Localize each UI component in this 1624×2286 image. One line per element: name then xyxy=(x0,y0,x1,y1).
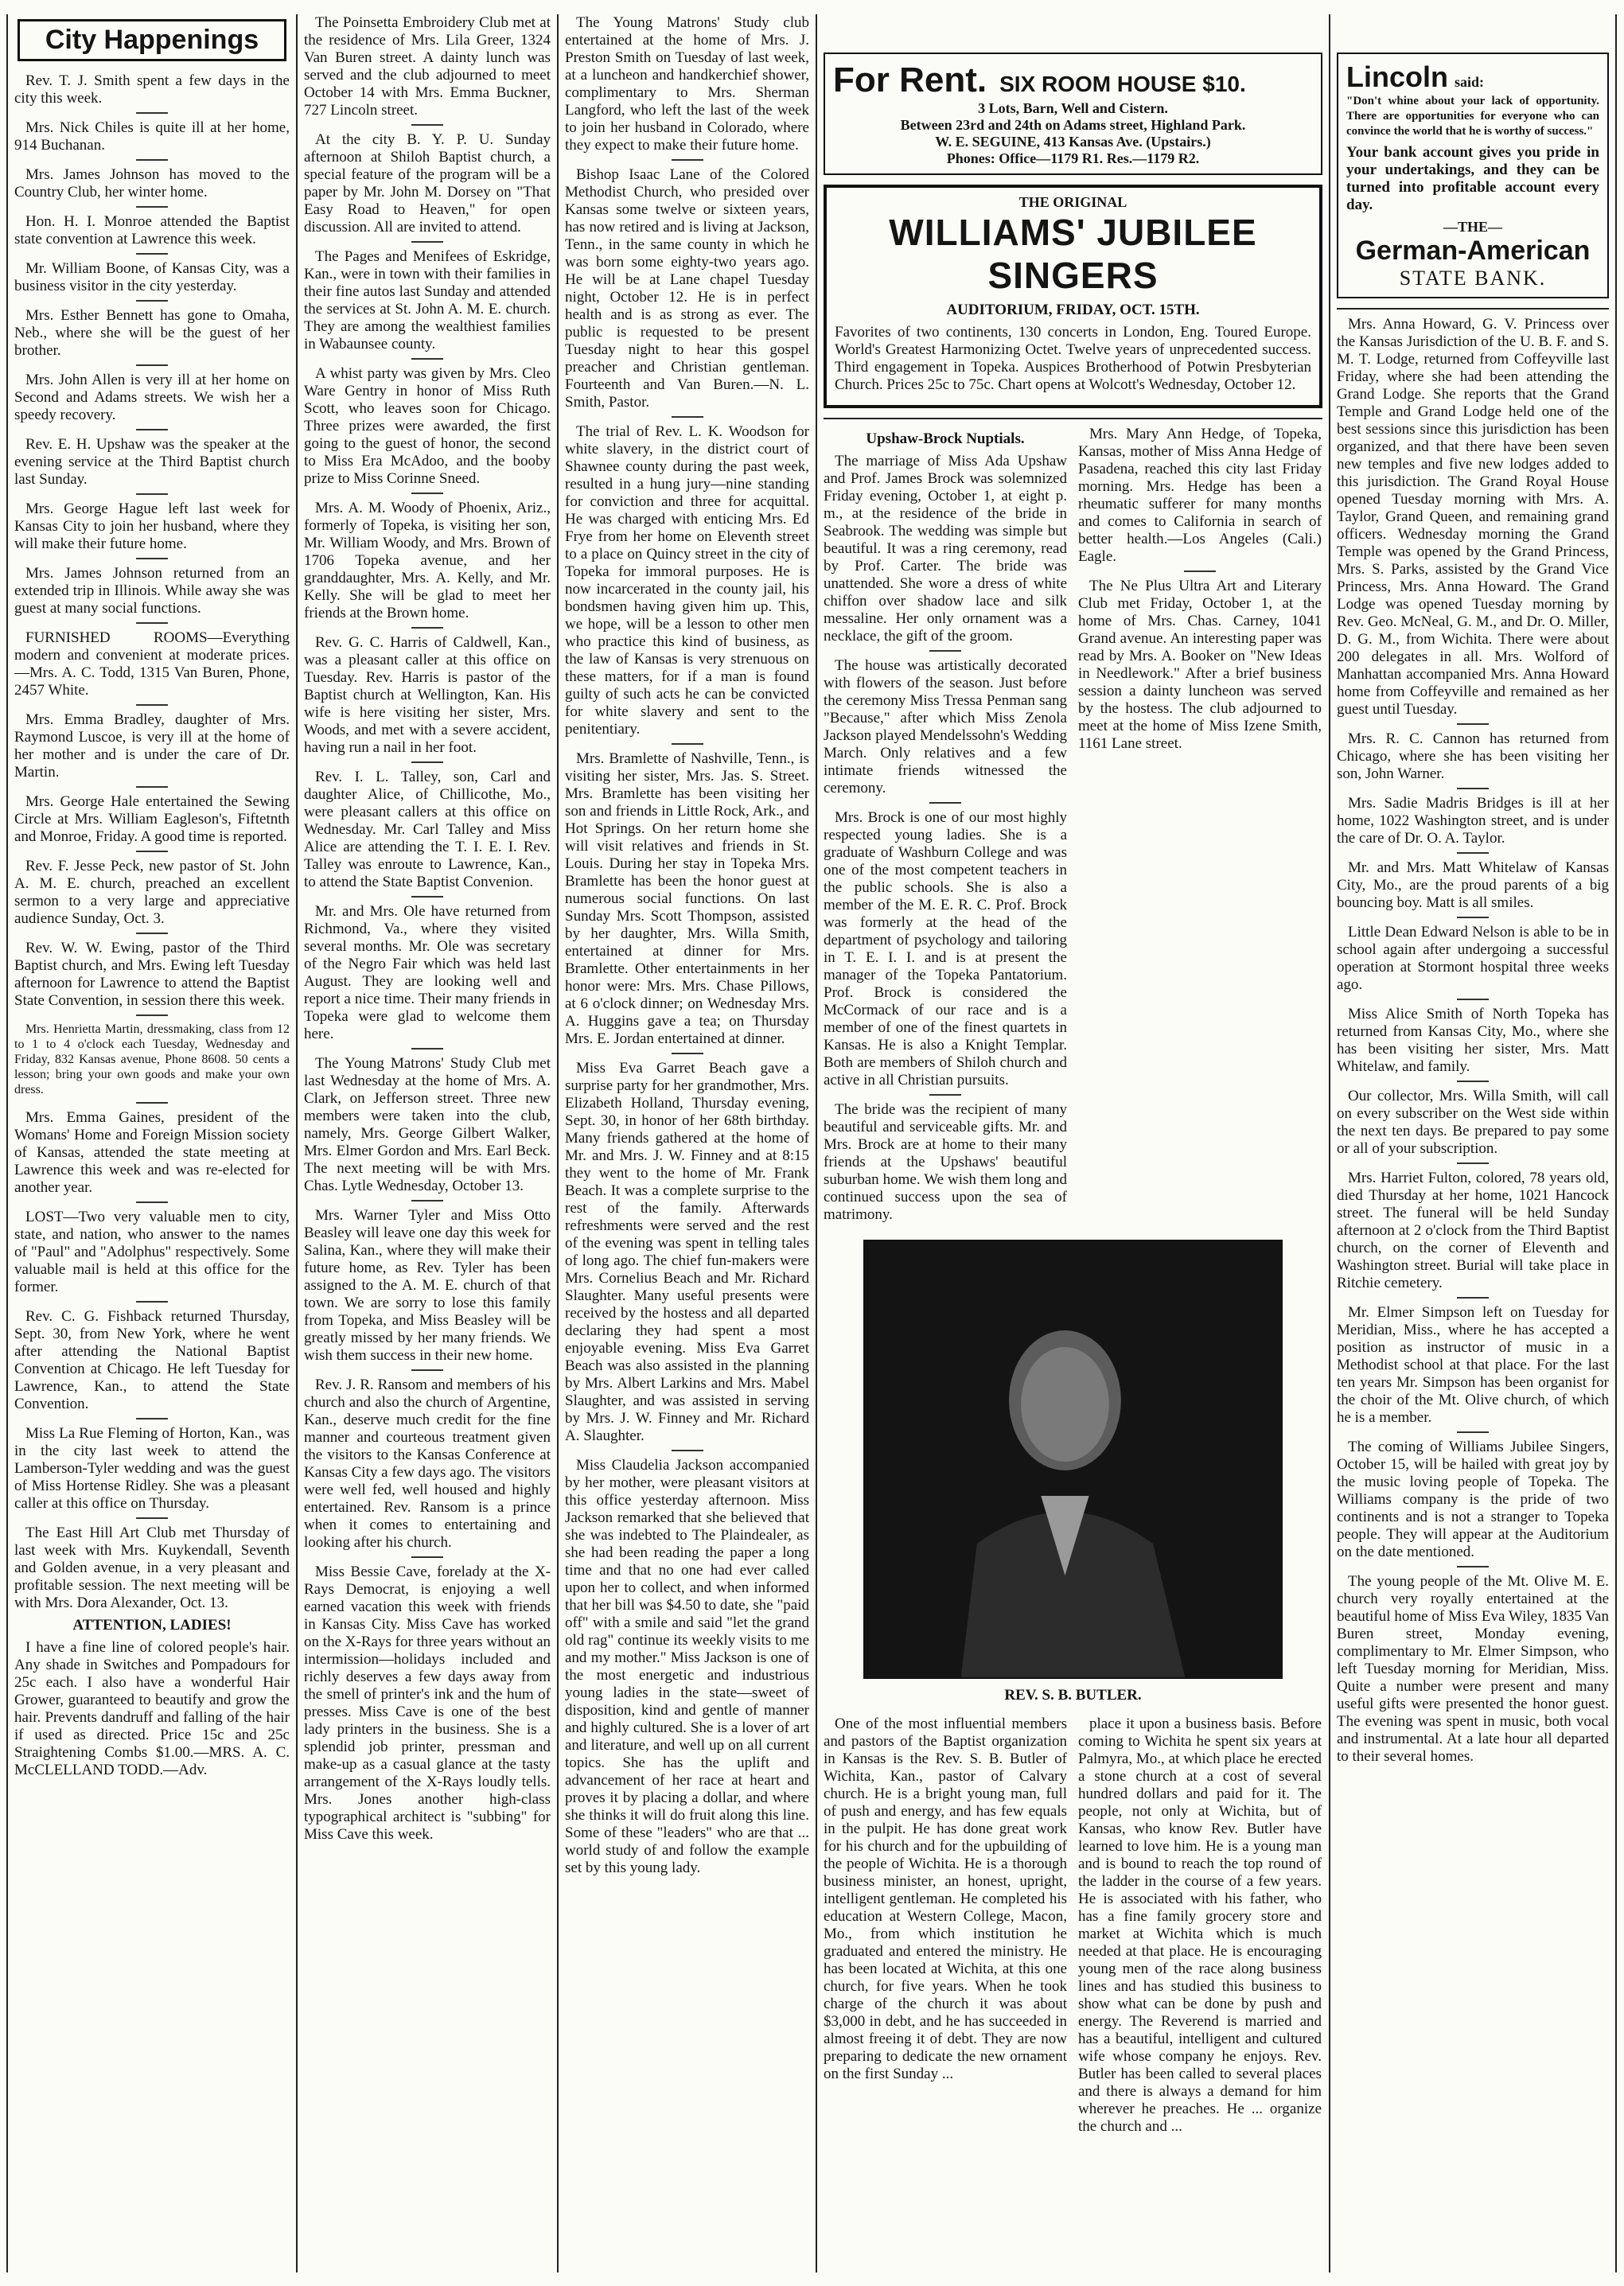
news-item: Little Dean Edward Nelson is able to be in school again after undergoing a successful operation at Stormont hospital three weeks ago. xyxy=(1337,924,1609,993)
item-separator xyxy=(136,364,168,366)
item-separator xyxy=(136,851,168,852)
lincoln-quote: "Don't whine about your lack of opportunity. There are opportunities for everyone who can convince the world that he is worthy of success." xyxy=(1346,95,1599,138)
item-separator xyxy=(136,206,168,208)
news-item: Mrs. Emma Gaines, president of the Womans' Home and Foreign Mission society of Kansas, attended the state meeting at Lawrence this week and was re-elected for another year. xyxy=(14,1109,290,1196)
wedding-column xyxy=(824,426,1067,1229)
rent-line: Phones: Office—1179 R1. Res.—1179 R2. xyxy=(946,150,1200,166)
news-item: Mrs. Brock is one of our most highly respected young ladies. She is a graduate of Washburn College and was one of the most competent teachers in the public schools. She is also a member of the M. E. R. C. Prof. Brock was formerly at the head of the department of psychology and tailoring in T. E. I. I. and is at present the manager of the Topeka Pantatorium. Prof. Brock is considered the McCormack of our race and is a member of one of the finest quartets in Kansas. He is also a Knight Templar. Both are members of Shiloh church and active in all Christian pursuits. xyxy=(824,809,1067,1088)
news-item: Rev. J. R. Ransom and members of his church and also the church of Argentine, Kan., deserve much credit for the fine manner and courteous treatment given the visitors to the Kansas Conference at Kansas City a few days ago. The visitors were well fed, well housed and highly entertained. Rev. Ransom is a prince when it comes to entertaining and looking after his church. xyxy=(304,1377,551,1551)
ad-body: I have a fine line of colored people's hair. Any shade in Switches and Pompadours for 25c each. I also have a wonderful Hair Grower, guaranteed to beautify and grow the hair. Prevents dandruff and falling of the hair if used as directed. Price 15c and 25c Straightening Combs $1.00.—MRS. A. C. McCLELLAND TODD.—Adv. xyxy=(14,1639,290,1778)
news-item: Mrs. Warner Tyler and Miss Otto Beasley will leave one day this week for Salina, Kan., where they will make their future home, as Rev. Tyler has been assigned to the A. M. E. church of that town. We are sorry to lose this family from Topeka, and Miss Beasley will be greatly missed by her many friends. We wish them success in their new home. xyxy=(304,1207,551,1364)
singers-line1: THE ORIGINAL xyxy=(1018,194,1127,210)
news-item: Mrs. Emma Bradley, daughter of Mrs. Raymond Luscoe, is very ill at the home of her mother and is under the care of Dr. Martin. xyxy=(14,711,290,781)
singers-venue: AUDITORIUM, FRIDAY, OCT. 15TH. xyxy=(946,302,1200,318)
news-item: Miss Claudelia Jackson accompanied by her mother, were pleasant visitors at this office yesterday afternoon. Miss Jackson remarked that she believed that she was indebted to The Plaindealer, as she had been reading the paper a long time and that no one had ever called upon her to collect, and when informed that her bill was $4.50 to date, she "paid off" with a smile and said "let the grand old rag" continue its weekly visits to me and my mother." Miss Jackson is one of the most energetic and industrious young ladies in the state—sweet of disposition, kind and gentle of manner and highly cultured. She is a lover of art and literature, and well up on all current topics. She has the uplift and advancement of her race at heart and proves it by placing a dollar, and where she thinks it will do fruit along this line. Some of these "leaders" who are that ... world study of and follow the example set by this young lady. xyxy=(565,1457,809,1876)
item-separator xyxy=(1457,999,1489,1000)
item-separator xyxy=(411,627,443,629)
rent-line: Between 23rd and 24th on Adams street, Highland Park. xyxy=(900,117,1246,133)
news-item: Mr. William Boone, of Kansas City, was a business visitor in the city yesterday. xyxy=(14,260,290,294)
item-separator xyxy=(929,1094,961,1096)
item-separator xyxy=(929,650,961,652)
news-item: Bishop Isaac Lane of the Colored Methodist Church, who presided over Kansas some twelve or sixteen years, has now retired and is living at Jackson, Tenn., in the same county in which he was born some eighty-two years ago. He will be at Lane chapel Tuesday night, October 12. He is in perfect health and is as strong as ever. The public is requested to be present Tuesday night to hear this gospel preacher and Christian gentleman. Fourteenth and Van Buren.—N. L. Smith, Pastor. xyxy=(565,166,809,411)
masthead: City Happenings xyxy=(18,19,286,61)
news-item: Mrs. Bramlette of Nashville, Tenn., is visiting her sister, Mrs. Jas. S. Street. Mrs. Bramlette has been visiting her son and friends in Little Rock, Ark., and Hot Springs. On her return home she will visit relatives and friends in St. Louis. During her stay in Topeka Mrs. Bramlette has been the honor guest at numerous social functions. On last Sunday Mrs. Scott Thompson, assisted by her daughter, Mrs. Willa Smith, entertained at dinner for Mrs. Bramlette. Other entertainments in her honor were: Mrs. Mrs. Chase Pillows, at 6 o'clock dinner; on Wednesday Mrs. A. Huggins gave a tea; on Thursday Mrs. E. Jordan entertained at dinner. xyxy=(565,750,809,1047)
wedding-items xyxy=(824,453,1067,1224)
butler-paragraph: One of the most influential members and pastors of the Baptist organization in Kansas is the Rev. S. B. Butler of Wichita, Kan., pastor of Calvary church. He is a bright young man, full of push and energy, and has few equals in the pulpit. He has done great work for his church and for the upbuilding of the people of Wichita. He is a thorough business minister, an honest, upright, intelligent gentleman. He completed his education at Western College, Macon, Mo., from which institution he graduated and entered the ministry. He has been located at Wichita, at this one church, for five years. When he took charge of the church it was about $3,000 in debt, and he has succeeded in almost freeing it of debt. They are now preparing to dedicate the new ornament on the first Sunday ... xyxy=(824,1715,1067,2082)
item-separator xyxy=(1457,1431,1489,1433)
item-separator xyxy=(411,896,443,898)
item-separator xyxy=(411,1200,443,1201)
lincoln-body: Your bank account gives you pride in your undertakings, and they can be turned into profitable account every day. xyxy=(1346,144,1599,213)
news-item: Rev. W. W. Ewing, pastor of the Third Baptist church, and Mrs. Ewing left Tuesday afternoon for Lawrence to attend the Baptist State Convention, in session there this week. xyxy=(14,940,290,1009)
item-separator xyxy=(136,1418,168,1420)
singers-title: WILLIAMS' JUBILEE SINGERS xyxy=(889,212,1257,296)
news-item: The Young Matrons' Study club entertained at the home of Mrs. J. Preston Smith on Tuesday of last week, at a luncheon and handkerchief shower, complimentary to Mrs. Sherman Langford, who left the last of the week to join her husband in Colorado, where they expect to make their future home. xyxy=(565,14,809,154)
butler-paragraph: place it upon a business basis. Before coming to Wichita he spent six years at Palmyra, Mo., at which place he erected a stone church at a cost of several hundred dollars and paid for it. The people, not only at Wichita, but of Kansas, who know Rev. Butler have learned to love him. He is a young man and is bound to reach the top round of the ladder in the course of a few years. He is associated with his father, who has a fine family grocery store and market at Wichita which is much needed at that place. He is encouraging young men of the race along business lines and has studied this business to show what can be done by push and energy. The Reverend is married and has a beautiful, intelligent and cultured wife whose company he enjoys. Rev. Butler has been called to several places and there is always a demand for him wherever he preaches. He ... organize the church and ... xyxy=(1078,1715,1322,2135)
item-separator xyxy=(1457,1081,1489,1082)
butler-col-b xyxy=(1078,1715,1322,2140)
item-separator xyxy=(1457,1162,1489,1164)
item-separator xyxy=(1457,788,1489,789)
col1-items xyxy=(14,72,290,1612)
item-separator xyxy=(136,1014,168,1016)
item-separator xyxy=(672,159,703,161)
news-item: Rev. G. C. Harris of Caldwell, Kan., was a pleasant caller at this office on Tuesday. Rev. Harris is pastor of the Baptist church at Wellington, Kan. His wife is here visiting her sister, Mrs. Woods, and met with a severe accident, having run a nail in her foot. xyxy=(304,634,551,756)
news-item: The trial of Rev. L. K. Woodson for white slavery, in the district court of Shawnee county during the past week, resulted in a hung jury—nine standing for conviction and three for acquittal. He was charged with enticing Mrs. Ed Frye from her home on Eleventh street to a place on Quincy street in the city of Topeka for immoral purposes. He is now incarcerated in the county jail, his bondsmen having given him up. This, we hope, will be a lesson to other men who practice this kind of business, as the law of Kansas is very strenuous on these matters, for if a man is found guilty of such acts he can be convicted for white slavery and sent to the penitentiary. xyxy=(565,423,809,738)
column-rule xyxy=(557,14,559,2272)
for-rent-headline: SIX ROOM HOUSE $10. xyxy=(999,72,1246,96)
rent-line: 3 Lots, Barn, Well and Cistern. xyxy=(978,100,1168,116)
column-rule xyxy=(6,14,8,2272)
bank-name: German-American xyxy=(1355,236,1591,266)
news-item: Miss La Rue Fleming of Horton, Kan., was in the city last week to attend the Lamberson-Tyler wedding and was the guest of Miss Hortense Ridley. She was a pleasant caller at this office on Thursday. xyxy=(14,1425,290,1512)
item-separator xyxy=(411,1369,443,1371)
news-item: The Poinsetta Embroidery Club met at the residence of Mrs. Lila Greer, 1324 Van Buren street. A dainty lunch was served and the club adjourned to meet October 14 with Mrs. Emma Buckner, 727 Lincoln street. xyxy=(304,14,551,119)
news-item: Mrs. James Johnson returned from an extended trip in Illinois. While away she was guest at many social functions. xyxy=(14,565,290,617)
news-item: Mrs. Esther Bennett has gone to Omaha, Neb., where she will be the guest of her brother. xyxy=(14,307,290,359)
lincoln-said: said: xyxy=(1455,74,1485,90)
item-separator xyxy=(136,622,168,624)
news-item: Mr. and Mrs. Ole have returned from Richmond, Va., where they visited several months. Mr. Ole was secretary of the Negro Fair which was held last August. They are looking well and report a nice time. Their many friends in Topeka were glad to welcome them here. xyxy=(304,903,551,1042)
item-separator xyxy=(411,1048,443,1050)
rent-line: W. E. SEGUINE, 413 Kansas Ave. (Upstairs.) xyxy=(935,134,1211,150)
news-item: Mrs. A. M. Woody of Phoenix, Ariz., formerly of Topeka, is visiting her son, Mr. William Woody, and Mrs. Brown of 1706 Topeka avenue, and her granddaughter, Mrs. A. Kelly, and Mr. Kelly. She will be glad to meet her friends at the Brown home. xyxy=(304,500,551,621)
photo-caption: REV. S. B. BUTLER. xyxy=(1004,1687,1142,1704)
column-rule xyxy=(1615,14,1617,2272)
item-separator xyxy=(672,1450,703,1451)
news-item: Miss Eva Garret Beach gave a surprise party for her grandmother, Mrs. Elizabeth Holland, Thursday evening, Sept. 30, in honor of her 68th birthday. Many friends gathered at the home of Mr. and Mrs. J. W. Finney and at 8:15 they went to the home of Mr. Frank Beach. It was a complete surprise to the rest of the family. Afterwards refreshments were served and the rest of the evening was spent in telling tales of long ago. The chief fun-makers were Mrs. Cornelius Beach and Mr. Richard Slaughter. Many useful presents were received by the hostess and all departed declaring they had spent a most enjoyable evening. Miss Eva Garret Beach was also assisted in the planning by Mrs. Albert Larkins and Mrs. Mabel Slaughter, and was assisted in serving by Mrs. J. W. Finney and Mr. Richard A. Slaughter. xyxy=(565,1060,809,1444)
lincoln-bank-ad xyxy=(1337,53,1609,298)
news-item: Mrs. Henrietta Martin, dressmaking, class from 12 to 1 to 4 o'clock each Tuesday, Wednesday and Friday, 832 Kansas avenue, Phone 8608. 50 cents a lesson; bring your own goods and make your own dress. xyxy=(14,1022,290,1096)
item-separator xyxy=(1457,852,1489,854)
portrait-photo xyxy=(863,1240,1283,1679)
news-item: The young people of the Mt. Olive M. E. church very royally entertained at the beautiful home of Miss Eva Wiley, 1835 Van Buren street, Monday evening, complimentary to Mr. Elmer Simpson, who left Tuesday morning for Meridian, Miss. Quite a number were present and many useful gifts were presented the honor guest. The evening was spent in music, both vocal and instrumental. At a late hour all departed to their several homes. xyxy=(1337,1573,1609,1765)
news-item: Mrs. John Allen is very ill at her home on Second and Adams streets. We wish her a speedy recovery. xyxy=(14,372,290,423)
news-item: Our collector, Mrs. Willa Smith, will call on every subscriber on the West side within the next ten days. Be prepared to pay some or all of your subscription. xyxy=(1337,1088,1609,1157)
ad-heading: ATTENTION, LADIES! xyxy=(72,1617,232,1634)
column-rule xyxy=(1329,14,1330,2272)
column-rule xyxy=(296,14,298,2272)
item-separator xyxy=(411,493,443,494)
butler-section xyxy=(824,1715,1322,2140)
news-item: The coming of Williams Jubilee Singers, October 15, will be hailed with great joy by the music loving people of Topeka. The Williams company is the pride of two continents and is not a stranger to Topeka people. They will appear at the Auditorium on the date mentioned. xyxy=(1337,1439,1609,1560)
item-separator xyxy=(672,743,703,745)
news-item: Mrs. Harriet Fulton, colored, 78 years old, died Thursday at her home, 1021 Hancock street. The funeral will be held Sunday afternoon at 2 o'clock from the Third Baptist church, on the corner of Eleventh and Washington street. Burial will take place in Ritchie cemetery. xyxy=(1337,1170,1609,1291)
item-separator xyxy=(136,159,168,161)
column-2 xyxy=(304,14,551,2272)
news-item: Mrs. R. C. Cannon has returned from Chicago, where she has been visiting her son, John Warner. xyxy=(1337,730,1609,782)
column-3 xyxy=(565,14,809,2272)
item-separator xyxy=(136,933,168,934)
news-item: Mrs. George Hale entertained the Sewing Circle at Mrs. William Eagleson's, Fiftetnth and Monroe, Friday. A good time is reported. xyxy=(14,793,290,845)
singers-body: Favorites of two continents, 130 concerts in London, Eng. Toured Europe. World's Greatest Harmonizing Octet. Twelve years of unprecedented success. Third engagement in Topeka. Auspices Brotherhood of Potwin Presbyterian Church. Prices 25c to 75c. Chart opens at Wolcott's Wednesday, October 12. xyxy=(835,324,1311,393)
butler-col-a xyxy=(824,1715,1067,2140)
item-separator xyxy=(411,124,443,126)
for-rent-ad xyxy=(824,53,1322,175)
news-item: The Young Matrons' Study Club met last Wednesday at the home of Mrs. A. Clark, on Jefferson street. Three new members were taken into the club, namely, Mrs. George Gilbert Walker, Mrs. Elmer Gordon and Mrs. Earl Beck. The next meeting will be with Mrs. Chas. Lytle Wednesday, October 13. xyxy=(304,1055,551,1194)
item-separator xyxy=(1184,571,1216,572)
item-separator xyxy=(136,558,168,559)
news-item: The Ne Plus Ultra Art and Literary Club met Friday, October 1, at the home of Mrs. Chas. Carney, 1041 Grand avenue. An interesting paper was read by Mrs. A. Booker on "New Ideas in Needlework." After a brief business session a dainty luncheon was served by the hostess. The club adjourned to meet at the home of Miss Izene Smith, 1161 Lane street. xyxy=(1078,578,1322,752)
news-item: Miss Alice Smith of North Topeka has returned from Kansas City, Mo., where she has been visiting her sister, Mrs. Matt Whitelaw, and family. xyxy=(1337,1006,1609,1075)
news-item: Mr. Elmer Simpson left on Tuesday for Meridian, Miss., where he has accepted a position as instructor of music in a Methodist school at that place. For the last ten years Mr. Simpson has been organist for the choir of the Mt. Olive church, of which he is a member. xyxy=(1337,1304,1609,1426)
news-item: Mr. and Mrs. Matt Whitelaw of Kansas City, Mo., are the proud parents of a big bouncing boy. Matt is all smiles. xyxy=(1337,859,1609,911)
news-item: Hon. H. I. Monroe attended the Baptist state convention at Lawrence this week. xyxy=(14,213,290,247)
item-separator xyxy=(411,761,443,763)
bank-name-2: STATE BANK. xyxy=(1399,267,1547,290)
item-separator xyxy=(411,358,443,360)
item-separator xyxy=(672,416,703,418)
item-separator xyxy=(136,253,168,255)
item-separator xyxy=(136,300,168,302)
section-rule xyxy=(824,418,1322,419)
section-rule xyxy=(1337,308,1609,310)
news-item: Mrs. Sadie Madris Bridges is ill at her home, 1022 Washington street, and is under the care of Dr. O. A. Taylor. xyxy=(1337,795,1609,847)
for-rent-title: For Rent. xyxy=(833,60,987,99)
column-rule xyxy=(816,14,817,2272)
news-item: Rev. T. J. Smith spent a few days in the city this week. xyxy=(14,72,290,107)
portrait-figure xyxy=(865,1241,1281,1677)
news-item: Rev. C. G. Fishback returned Thursday, Sept. 30, from New York, where he went after attending the National Baptist Convention at Chicago. He left Tuesday for Lawrence, Kan., to attend the State Convention. xyxy=(14,1308,290,1412)
item-separator xyxy=(1457,1566,1489,1567)
news-item: Mrs. James Johnson has moved to the Country Club, her winter home. xyxy=(14,166,290,201)
news-item: The marriage of Miss Ada Upshaw and Prof. James Brock was solemnized Friday evening, October 1, at eight p. m., at the residence of the bride in Seabrook. The wedding was simple but beautiful. It was a ring ceremony, read by Prof. Carter. The bride was unattended. She wore a dress of white chiffon over shadow lace and silk messaline. Her only ornament was a necklace, the gift of the groom. xyxy=(824,453,1067,645)
col2-items xyxy=(304,14,551,1844)
item-separator xyxy=(136,704,168,706)
bank-the: —THE— xyxy=(1443,219,1502,235)
news-item: Rev. I. L. Talley, son, Carl and daughter Alice, of Chillicothe, Mo., were pleasant callers at this office on Wednesday. Mr. Carl Talley and Miss Alice are attending the T. I. E. I. Rev. Talley was enroute to Lawrence, Kan., to attend the State Baptist Convenion. xyxy=(304,769,551,890)
news-item: The Pages and Menifees of Eskridge, Kan., were in town with their families in their fine autos last Sunday and attended the services at St. John A. M. E. church. They are among the wealthiest families in Wabaunsee county. xyxy=(304,248,551,352)
middle-section xyxy=(824,14,1322,2272)
news-item: Mrs. Nick Chiles is quite ill at her home, 914 Buchanan. xyxy=(14,119,290,154)
item-separator xyxy=(136,1517,168,1519)
item-separator xyxy=(672,1053,703,1054)
item-separator xyxy=(1457,1297,1489,1299)
news-item: FURNISHED ROOMS—Everything modern and convenient at moderate prices.—Mrs. A. C. Todd, 1315 Van Buren, Phone, 2457 White. xyxy=(14,629,290,699)
news-item: Miss Bessie Cave, forelady at the X-Rays Democrat, is enjoying a well earned vacation this week with friends in Kansas City. Miss Cave has worked on the X-Rays for three years without an intermission—holidays included and richly deserves a few days away from the smell of printer's ink and the hum of presses. Miss Cave is one of the best lady printers in the business. She is a splendid job printer, pressman and make-up as a casual glance at the tasty arrangement of the X-Rays loudly tells. Mrs. Jones another high-class typographical architect is "subbing" for Miss Cave this week. xyxy=(304,1564,551,1843)
column-6 xyxy=(1337,14,1609,2272)
column-5-top xyxy=(1078,426,1322,1229)
item-separator xyxy=(136,786,168,788)
item-separator xyxy=(1457,917,1489,918)
news-item: At the city B. Y. P. U. Sunday afternoon at Shiloh Baptist church, a special feature of the program will be a paper by Mr. John M. Dorsey on "That Easy Road to Heaven," for open discussion. All are invited to attend. xyxy=(304,131,551,236)
col6-items xyxy=(1337,316,1609,1766)
item-separator xyxy=(136,493,168,495)
mid5-items xyxy=(1078,426,1322,753)
news-item: LOST—Two very valuable men to city, state, and nation, who answer to the names of "Paul" and "Adolphus" respectively. Some valuable mail is held at this office for the former. xyxy=(14,1209,290,1295)
item-separator xyxy=(411,1556,443,1558)
item-separator xyxy=(1457,723,1489,725)
item-separator xyxy=(929,802,961,804)
item-separator xyxy=(136,112,168,114)
news-item: The house was artistically decorated with flowers of the season. Just before the ceremony Miss Tressa Penman sang "Because," after which Miss Zenola Jackson played Mendelssohn's Wedding March. Only relatives and a few intimate friends witnessed the ceremony. xyxy=(824,657,1067,796)
item-separator xyxy=(411,241,443,243)
news-item: Mrs. Anna Howard, G. V. Princess over the Kansas Jurisdiction of the U. B. F. and S. M. T. Lodge, returned from Coffeyville last Friday, where she had been attending the Grand Lodge. She reports that the Grand Temple and Grand Lodge held one of the best sessions since this jurisdiction has been organized, and that there have been seven new temples and five new lodges added to this jurisdiction. The Grand Royal House opened Tuesday morning with Mrs. A. Taylor, Grand Queen, and remaining grand officers. Wednesday morning the Grand Temple was opened by the Grand Princess, Mrs. S. Parks, assisted by the Grand Vice Princess, Mrs. Anna Howard. The Grand Lodge was opened Tuesday morning by Rev. Geo. McNeal, G. M., and Dr. O. Miller, D. G. M., from Wichita. There were about 200 delegates in all. Mrs. Wolford of Manhattan accompanied Mrs. Anna Howard home from Coffeyville and remained as her guest until Tuesday. xyxy=(1337,316,1609,718)
item-separator xyxy=(136,1301,168,1303)
item-separator xyxy=(136,1102,168,1104)
news-item: The East Hill Art Club met Thursday of last week with Mrs. Kuykendall, Seventh and Golden avenue, in a very pleasant and profitable session. The next meeting will be with Mrs. Dora Alexander, Oct. 13. xyxy=(14,1525,290,1611)
news-item: The bride was the recipient of many beautiful and serviceable gifts. Mr. and Mrs. Brock are at home to their many friends at the Upshaws' beautiful suburban home. We wish them long and continued success upon the sea of matrimony. xyxy=(824,1101,1067,1223)
item-separator xyxy=(136,429,168,430)
news-item: Rev. F. Jesse Peck, new pastor of St. John A. M. E. church, preached an excellent sermon to a very large and appreciative audience Sunday, Oct. 3. xyxy=(14,858,290,927)
col3-items xyxy=(565,14,809,1877)
two-col-section xyxy=(824,426,1322,1229)
news-item: Mrs. George Hague left last week for Kansas City to join her husband, where they will make their future home. xyxy=(14,500,290,552)
column-1 xyxy=(14,14,290,2272)
news-item: A whist party was given by Mrs. Cleo Ware Gentry in honor of Miss Ruth Scott, who leaves soon for Chicago. Three prizes were awarded, the first going to the guest of honor, the second to Miss Era McAdoo, and the booby prize to Miss Corinne Sneed. xyxy=(304,365,551,487)
jubilee-singers-ad xyxy=(824,185,1322,408)
lincoln-title: Lincoln xyxy=(1346,60,1448,93)
wedding-heading: Upshaw-Brock Nuptials. xyxy=(866,430,1025,447)
news-item: Mrs. Mary Ann Hedge, of Topeka, Kansas, mother of Miss Anna Hedge of Pasadena, reached this city last Friday morning. Mrs. Hedge has been a rheumatic sufferer for many months and comes to California in search of better health.—Los Angeles (Cali.) Eagle. xyxy=(1078,426,1322,565)
item-separator xyxy=(136,1201,168,1203)
news-item: Rev. E. H. Upshaw was the speaker at the evening service at the Third Baptist church last Sunday. xyxy=(14,436,290,488)
